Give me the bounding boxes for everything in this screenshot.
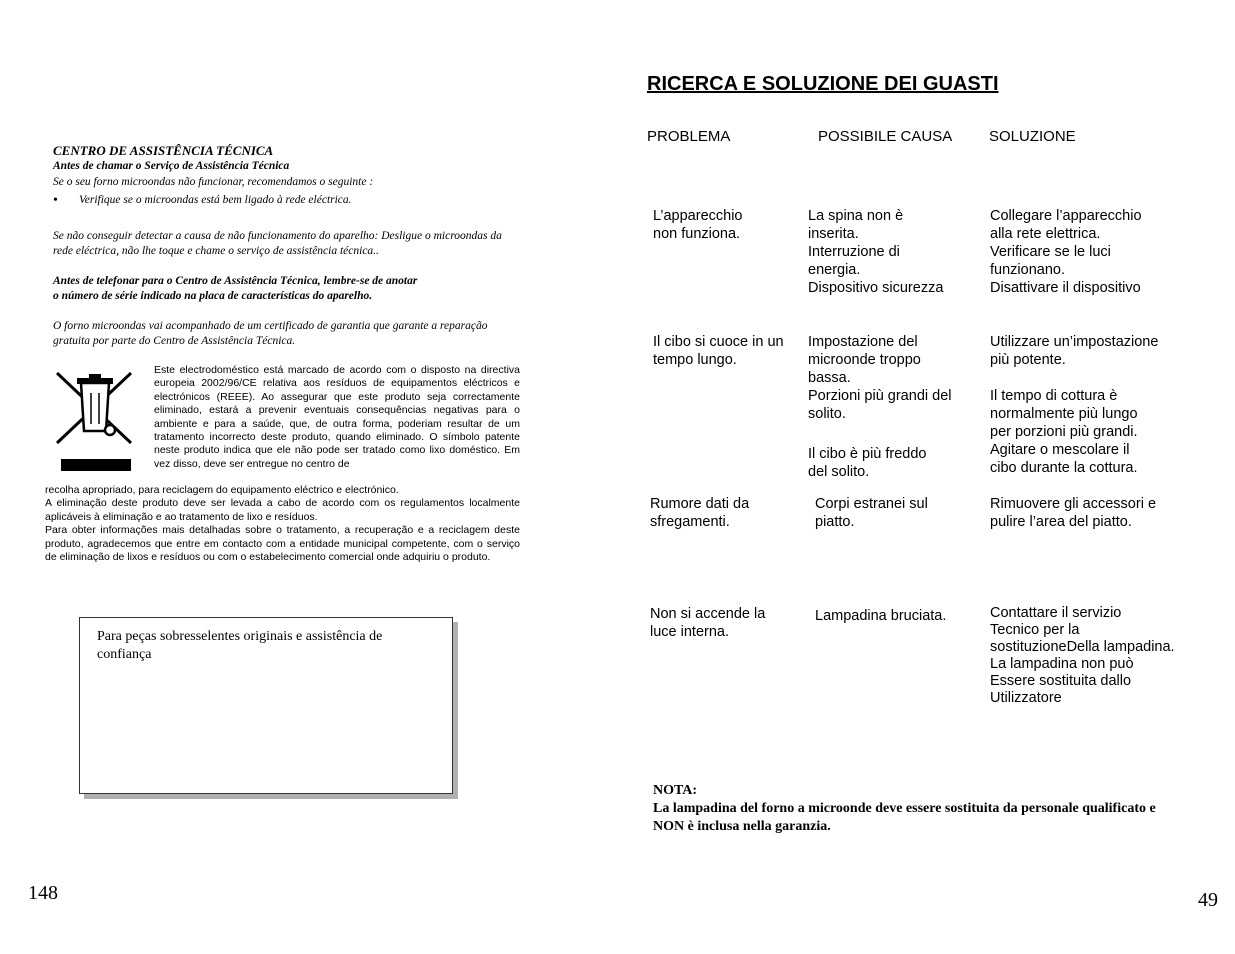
row2-solution: Utilizzare un’impostazione più potente. <box>990 334 1159 368</box>
section-title: CENTRO DE ASSISTÊNCIA TÉCNICA <box>53 143 274 158</box>
paragraph-serial-number <box>53 274 523 304</box>
row3-problem: Rumore dati da sfregamenti. <box>650 496 750 530</box>
spare-parts-text: Para peças sobresselentes originais e assistência de confiança <box>97 629 383 662</box>
spare-parts-box <box>79 617 453 794</box>
weee-cont-line: A eliminação deste produto deve ser levada a cabo de acordo com os regulamentos localmente aplicáveis à eliminação e ao tratamento de lixo e resíduos. <box>45 497 520 523</box>
weee-cont-line: Para obter informações mais detalhadas sobre o tratamento, a recuperação e a reciclagem deste produto, agradecemos que entre em contacto com a entidade municipal competente, com o serviço de eliminação de lixos e resíduos ou com o estabelecimento comercial onde adquiriu o produto. <box>45 524 520 564</box>
row2-solution-extra: Il tempo di cottura è normalmente più lungo per porzioni più grandi. Agitare o mescolare il cibo durante la cottura. <box>990 388 1138 476</box>
row2-cause: Impostazione del microonde troppo bassa. Porzioni più grandi del solito. <box>808 334 952 422</box>
bullet-icon: • <box>53 193 58 208</box>
weee-paragraph: Este electrodoméstico está marcado de acordo com o disposto na directiva europeia 2002/96/CE relativa aos resíduos de equipamentos eléctricos e electrónicos (REEE). Ao assegurar que este produto seja correctamente eliminado, estará a prevenir eventuais consequências negativas para o ambiente e para a saúde, que, de outra forma, poderiam resultar de um tratamento incorrecto deste produto, quando eliminado. O símbolo patente neste produto indica que ele não pode ser tratado como lixo doméstico. Em vez disso, deve ser entregue no centro de <box>154 364 520 470</box>
row4-solution: Contattare il servizio Tecnico per la sostituzioneDella lampadina. La lampadina non può Essere sostituita dallo Utilizzatore <box>990 605 1175 706</box>
weee-continuation <box>45 484 520 564</box>
row1-problem: L’apparecchio non funziona. <box>653 208 743 242</box>
header-cause: POSSIBILE CAUSA <box>818 128 953 145</box>
paragraph-serial-line1: Antes de telefonar para o Centro de Assistência Técnica, lembre-se de anotar <box>53 275 418 287</box>
row3-cause: Corpi estranei sul piatto. <box>815 496 928 530</box>
note-block <box>653 782 1173 836</box>
weee-cont-line: recolha apropriado, para reciclagem do equipamento eléctrico e electrónico. <box>45 484 399 496</box>
paragraph-warranty: O forno microondas vai acompanhado de um certificado de garantia que garante a reparação gratuita por parte do Centro de Assistência Técnica. <box>53 320 488 347</box>
row4-problem: Non si accende la luce interna. <box>650 606 766 640</box>
row2-problem: Il cibo si cuoce in un tempo lungo. <box>653 334 784 368</box>
page-number-right: 49 <box>1198 889 1218 911</box>
row4-cause: Lampadina bruciata. <box>815 608 947 624</box>
paragraph-serial-line2: o número de série indicado na placa de características do aparelho. <box>53 290 373 302</box>
header-problem: PROBLEMA <box>647 128 731 145</box>
bullet-item <box>53 194 352 208</box>
troubleshooting-title: RICERCA E SOLUZIONE DEI GUASTI <box>647 73 999 95</box>
note-text: La lampadina del forno a microonde deve essere sostituita da personale qualificato e NON è inclusa nella garanzia. <box>653 801 1156 834</box>
section-subtitle: Antes de chamar o Serviço de Assistência Técnica <box>53 160 290 172</box>
bullet-text: Verifique se o microondas está bem ligado à rede eléctrica. <box>79 194 352 206</box>
page-number-left: 148 <box>28 882 58 904</box>
row1-cause: La spina non è inserita. Interruzione di energia. Dispositivo sicurezza <box>808 208 944 296</box>
row1-solution: Collegare l’apparecchio alla rete elettrica. Verificare se le luci funzionano. Disattivare il dispositivo <box>990 208 1142 296</box>
crossed-out-wheelie-bin-icon <box>55 369 135 475</box>
note-label: NOTA: <box>653 783 698 798</box>
header-solution: SOLUZIONE <box>989 128 1076 145</box>
paragraph-disconnect: Se não conseguir detectar a causa de não funcionamento do aparelho: Desligue o microondas da rede eléctrica, não lhe toque e chame o serviço de assistência técnica.. <box>53 230 502 257</box>
intro-text: Se o seu forno microondas não funcionar, recomendamos o seguinte : <box>53 176 374 188</box>
row3-solution: Rimuovere gli accessori e pulire l’area del piatto. <box>990 496 1157 530</box>
row2-cause-extra: Il cibo è più freddo del solito. <box>808 446 927 480</box>
